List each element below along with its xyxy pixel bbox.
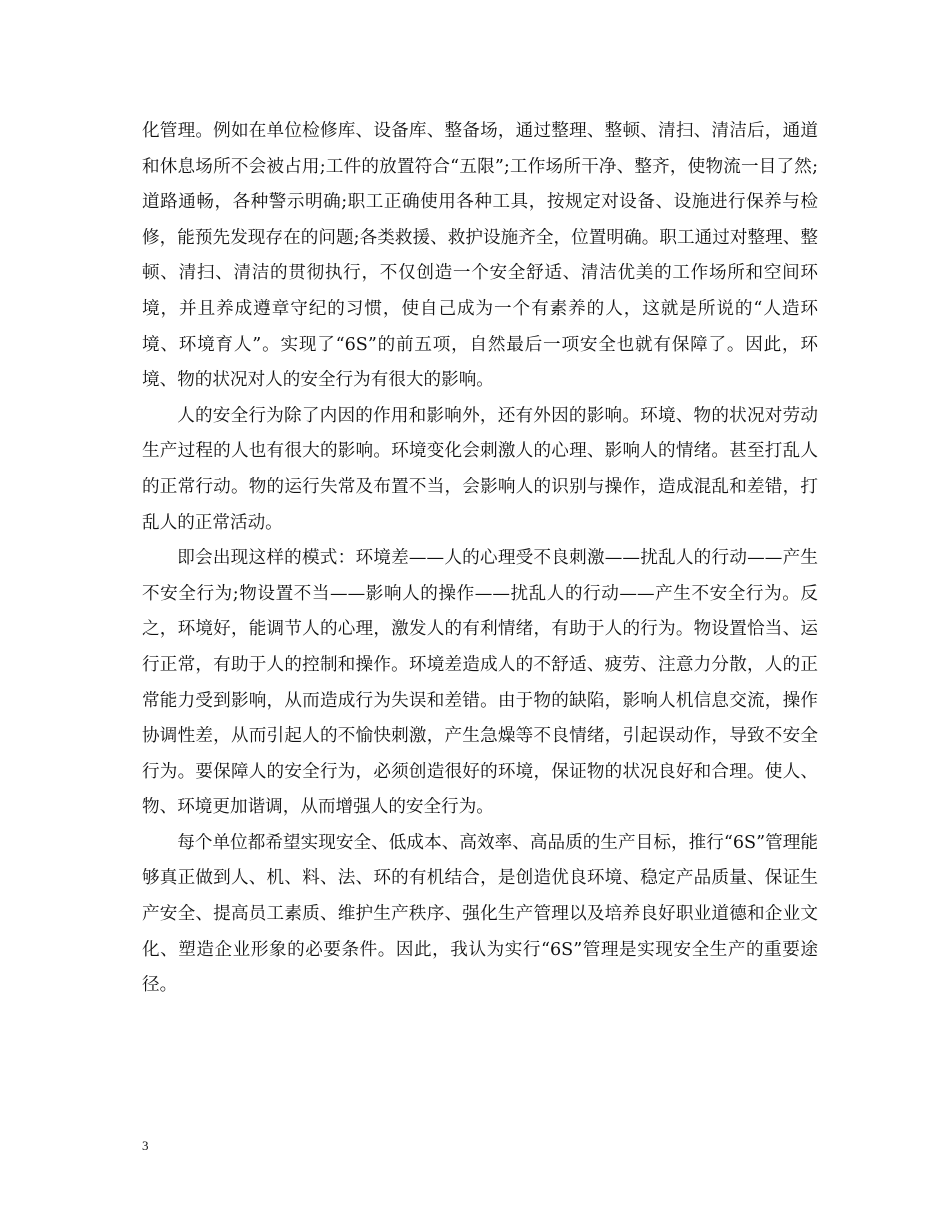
paragraph-4: 每个单位都希望实现安全、低成本、高效率、高品质的生产目标，推行“6S”管理能够真正做到人、机、料、法、环的有机结合，是创造优良环境、稳定产品质量、保证生产安全、提高员工素质、维护生产秩序、强化生产管理以及培养良好职业道德和企业文化、塑造企业形象的必要条件。因此，我认为实行“6S”管理是实现安全生产的重要途径。 — [142, 832, 818, 996]
document-body — [142, 114, 818, 1004]
page-number: 3 — [142, 1138, 149, 1153]
paragraph-2: 人的安全行为除了内因的作用和影响外，还有外因的影响。环境、物的状况对劳动生产过程的人也有很大的影响。环境变化会刺激人的心理、影响人的情绪。甚至打乱人的正常行动。物的运行失常及布置不当，会影响人的识别与操作，造成混乱和差错，打乱人的正常活动。 — [142, 405, 818, 533]
paragraph-3: 即会出现这样的模式：环境差——人的心理受不良刺激——扰乱人的行动——产生不安全行为;物设置不当——影响人的操作——扰乱人的行动——产生不安全行为。反之，环境好，能调节人的心理，激发人的有利情绪，有助于人的行为。物设置恰当、运行正常，有助于人的控制和操作。环境差造成人的不舒适、疲劳、注意力分散，人的正常能力受到影响，从而造成行为失误和差错。由于物的缺陷，影响人机信息交流，操作协调性差，从而引起人的不愉快刺激，产生急燥等不良情绪，引起误动作，导致不安全行为。要保障人的安全行为，必须创造很好的环境，保证物的状况良好和合理。使人、物、环境更加谐调，从而增强人的安全行为。 — [142, 548, 818, 818]
paragraph-1: 化管理。例如在单位检修库、设备库、整备场，通过整理、整顿、清扫、清洁后，通道和休息场所不会被占用;工件的放置符合“五限”;工作场所干净、整齐，使物流一目了然;道路通畅，各种警示明确;职工正确使用各种工具，按规定对设备、设施进行保养与检修，能预先发现存在的问题;各类救援、救护设施齐全，位置明确。职工通过对整理、整顿、清扫、清洁的贯彻执行，不仅创造一个安全舒适、清洁优美的工作场所和空间环境，并且养成遵章守纪的习惯，使自己成为一个有素养的人，这就是所说的“人造环境、环境育人”。实现了“6S”的前五项，自然最后一项安全也就有保障了。因此，环境、物的状况对人的安全行为有很大的影响。 — [142, 121, 818, 391]
